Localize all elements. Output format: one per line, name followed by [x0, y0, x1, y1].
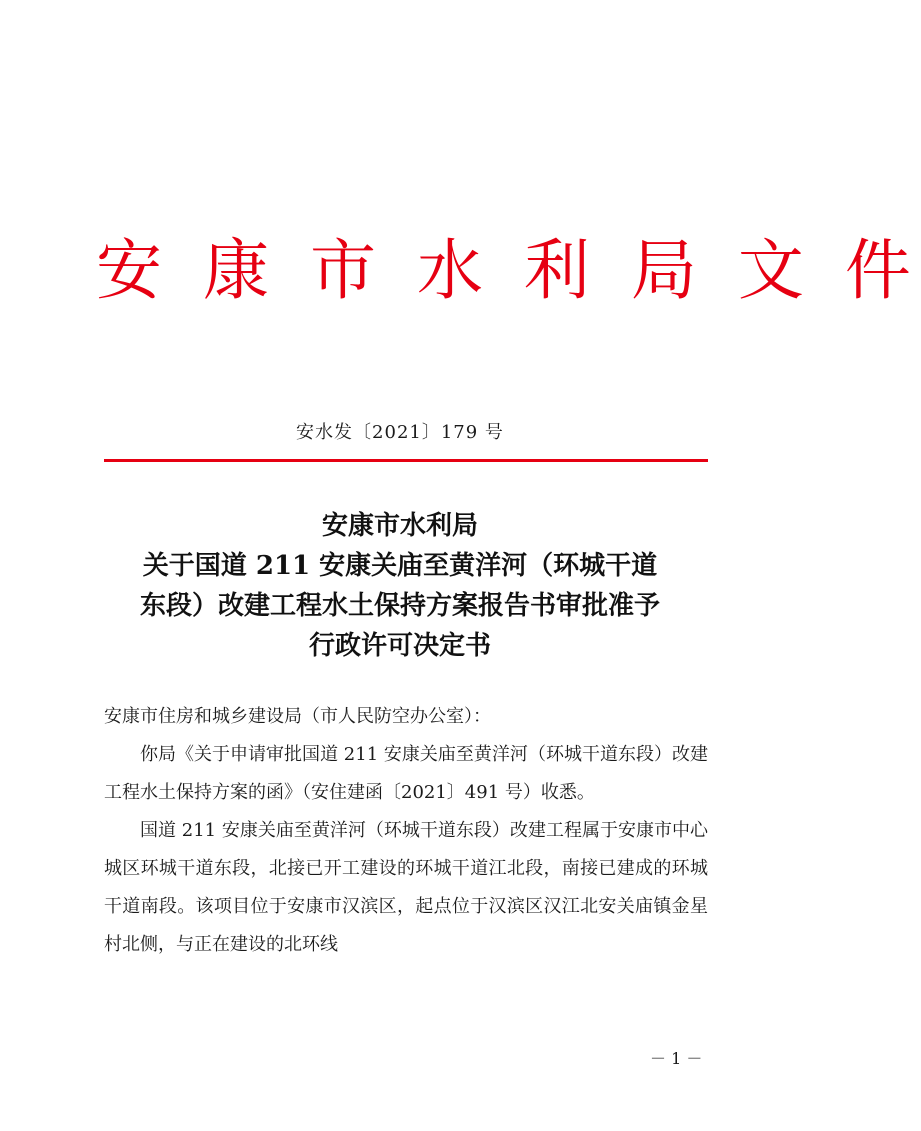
document-title — [0, 506, 800, 666]
title-line-4: 行政许可决定书 — [308, 631, 491, 661]
body-paragraph-1: 你局《关于申请审批国道 211 安康关庙至黄洋河（环城干道东段）改建工程水土保持方案的函》（安住建函〔2021〕491 号）收悉。 — [104, 744, 708, 803]
page-number: － 1 － — [650, 1049, 703, 1068]
agency-header-title: 安 康 市 水 利 局 文 件 — [96, 232, 921, 309]
body-paragraph-2: 国道 211 安康关庙至黄洋河（环城干道东段）改建工程属于安康市中心城区环城干道东段，北接已开工建设的环城干道江北段，南接已建成的环城干道南段。该项目位于安康市汉滨区，起点位于汉滨区汉江北安关庙镇金星村北侧，与正在建设的北环线 — [104, 820, 708, 955]
recipient-line: 安康市住房和城乡建设局（市人民防空办公室）： — [104, 706, 491, 727]
document-number: 安水发〔2021〕179 号 — [296, 422, 504, 443]
title-line-3: 东段）改建工程水土保持方案报告书审批准予 — [139, 591, 660, 621]
title-line-2: 关于国道 211 安康关庙至黄洋河（环城干道 — [142, 551, 658, 581]
document-body — [104, 698, 708, 964]
title-line-1: 安康市水利局 — [321, 511, 478, 541]
red-separator-line — [104, 459, 708, 462]
